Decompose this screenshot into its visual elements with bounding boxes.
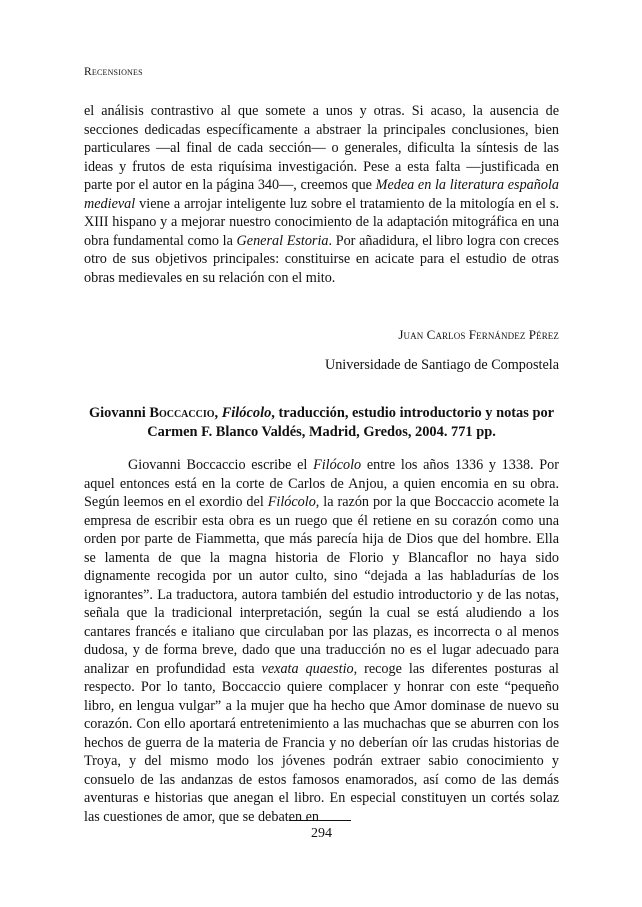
italic-segment: vexata quaestio (261, 660, 354, 677)
reviewer-name: Juan Carlos Fernández Pérez (398, 327, 559, 342)
heading-rest: , traducción, estudio introductorio y notas por Carmen F. Blanco Valdés, Madrid, Gredos, 2004. 771 pp. (147, 405, 555, 440)
italic-segment: Medea en la literatura española medieval (84, 177, 559, 212)
text-segment: viene a arrojar inteligente luz sobre el tratamiento de la mitología en el s. XIII hispano y a mejorar nuestro conocimiento de la adaptación mitográfica en una obra fundamental como la (84, 195, 559, 249)
footer-rule (289, 820, 351, 821)
italic-segment: Filócolo (267, 494, 316, 510)
text-segment: entre los años 1336 y 1338. Por aquel entonces está en la corte de Carlos de Anjou, a quien encomia en su obra. Según leemos en el exordio del (84, 457, 559, 510)
italic-segment: General Estoria (236, 232, 329, 249)
reviewer-affiliation: Universidade de Santiago de Compostela (324, 357, 559, 373)
heading-author-first: Giovanni (88, 405, 150, 421)
running-head: Recensiones (84, 66, 143, 78)
review-body-paragraph (84, 456, 559, 826)
previous-review-closing-paragraph (84, 102, 559, 287)
text-segment: el análisis contrastivo al que somete a unos y otras. Si acaso, la ausencia de secciones dedicadas específicamente a abstraer la principales conclusiones, bien particulares —al final de cada sección— o generales, dificulta la síntesis de las ideas y frutos de esta riquísima investigación. Pese a esta falta —justificada en parte por el autor en la página 340—, creemos que (84, 103, 559, 193)
text-segment: , la razón por la que Boccaccio acomete la empresa de escribir esta obra es un ruego que él retiene en su corazón como una orden por parte de Fiammetta, que más parecía hija de Dios que del hombre. Ella se lamenta de que la magna historia de Florio y Blancaflor no haya sido dignamente recogida por un autor culto, sino “dejada a las habladurías de los ignorantes”. La traductora, autora también del estudio introductorio y de las notas, señala que la tradicional interpretación, según la cual se está aludiendo a los cantares francés e italiano que circulaban por las plazas, es incorrecta o al menos dudosa, y de forma breve, dado que una traducción no es el lugar adecuado para analizar en profundidad esta (84, 494, 559, 677)
text-segment: . Por añadidura, el libro logra con creces otro de sus objetivos principales: constituirse en acicate para el estudio de otras obras medievales en su relación con el mito. (84, 232, 559, 286)
review-heading (84, 404, 559, 442)
heading-author-last: Boccaccio (149, 405, 215, 421)
italic-segment: Filócolo (313, 457, 362, 473)
text-segment: , recoge las diferentes posturas al respecto. Por lo tanto, Boccaccio quiere complacer y honrar con este “pequeño libro, en lengua vulgar” a la mujer que ha hecho que Amor dominase de nuevo su corazón. Con ello aportará entretenimiento a las muchachas que se aburren con los hechos de guerra de la materia de Francia y no deberían oír las crudas historias de Troya, y del mismo modo los jóvenes podrán extraer sabio conocimiento y consuelo de las andanzas de estos famosos enamorados, así como de las demás aventuras e historias que anegan el libro. En especial constituyen un cortés solaz las cuestiones de amor, que se debaten en (84, 660, 559, 825)
heading-sep: , (214, 405, 222, 421)
heading-title: Filócolo (221, 405, 272, 421)
page-number: 294 (311, 826, 332, 841)
text-segment: Giovanni Boccaccio escribe el (128, 457, 314, 473)
